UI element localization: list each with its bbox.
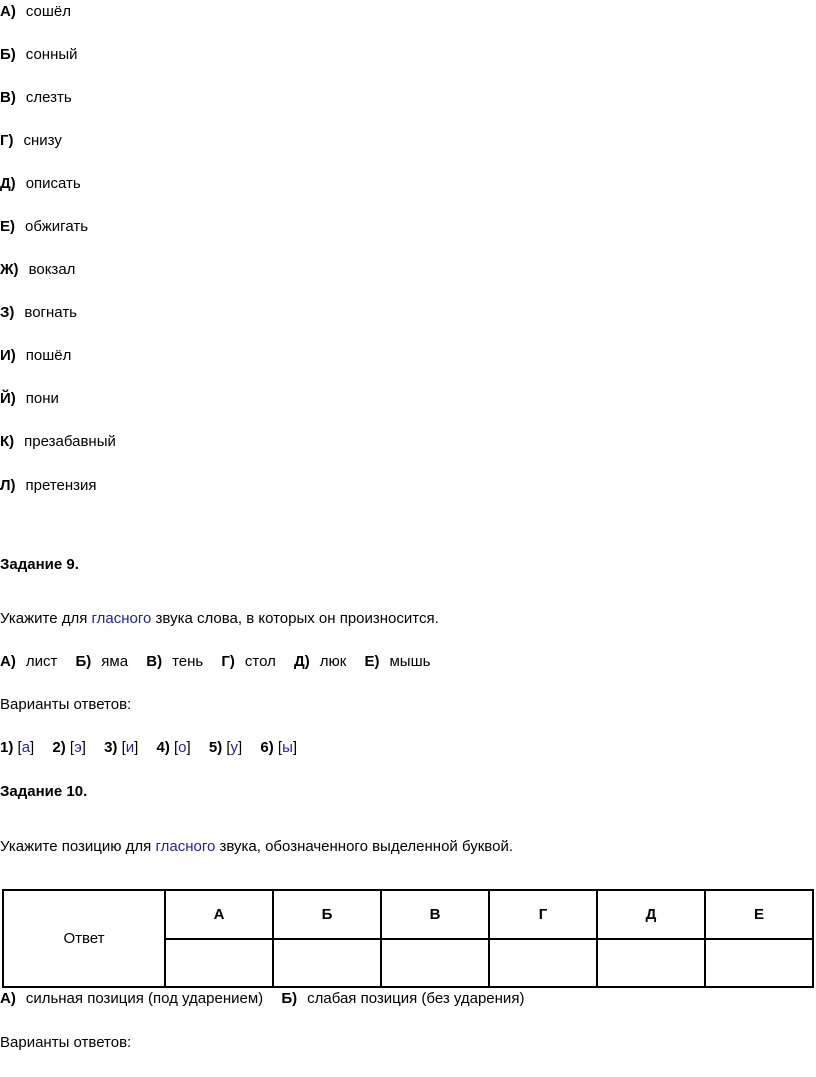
list-item: Б) сонный: [0, 46, 78, 63]
list-item: Ж) вокзал: [0, 261, 76, 278]
answer-cell[interactable]: [489, 939, 597, 987]
answer-cell[interactable]: [273, 939, 381, 987]
list-item: В) слезть: [0, 89, 72, 106]
answer-cell[interactable]: [381, 939, 489, 987]
answer-cell[interactable]: [165, 939, 273, 987]
column-header: Б: [273, 890, 381, 939]
list-item: Е) обжигать: [0, 218, 89, 235]
task10-title: Задание 10.: [0, 783, 88, 800]
column-header: Е: [705, 890, 813, 939]
task9-words: А) лист Б) яма В) тень Г) стол Д) люк Е) мышь: [0, 653, 431, 670]
task10-instruction: Укажите позицию для гласного звука, обозначенного выделенной буквой.: [0, 838, 513, 855]
column-header: Д: [597, 890, 705, 939]
column-header: А: [165, 890, 273, 939]
list-item: И) пошёл: [0, 347, 72, 364]
task9-variants: 1) [а] 2) [э] 3) [и] 4) [о] 5) [у] 6) [ы]: [0, 739, 298, 756]
task9-title: Задание 9.: [0, 556, 79, 573]
task9-instruction: Укажите для гласного звука слова, в которых он произносится.: [0, 610, 439, 627]
answer-cell[interactable]: [597, 939, 705, 987]
answer-table: [2, 889, 814, 988]
highlight-word: гласного: [155, 838, 216, 855]
answer-cell[interactable]: [705, 939, 813, 987]
list-item: Й) пони: [0, 390, 59, 407]
list-item: З) вогнать: [0, 304, 78, 321]
list-item: Л) претензия: [0, 477, 97, 494]
list-item: К) презабавный: [0, 433, 116, 450]
answer-row-label: Ответ: [3, 890, 165, 987]
column-header: В: [381, 890, 489, 939]
column-header: Г: [489, 890, 597, 939]
list-item: Г) снизу: [0, 132, 62, 149]
highlight-word: гласного: [91, 610, 152, 627]
list-item: А) сошёл: [0, 3, 71, 20]
task10-options: А) сильная позиция (под ударением) Б) слабая позиция (без ударения): [0, 990, 525, 1007]
task10-variants-label: Варианты ответов:: [0, 1034, 132, 1051]
task9-variants-label: Варианты ответов:: [0, 696, 132, 713]
list-item: Д) описать: [0, 175, 81, 192]
